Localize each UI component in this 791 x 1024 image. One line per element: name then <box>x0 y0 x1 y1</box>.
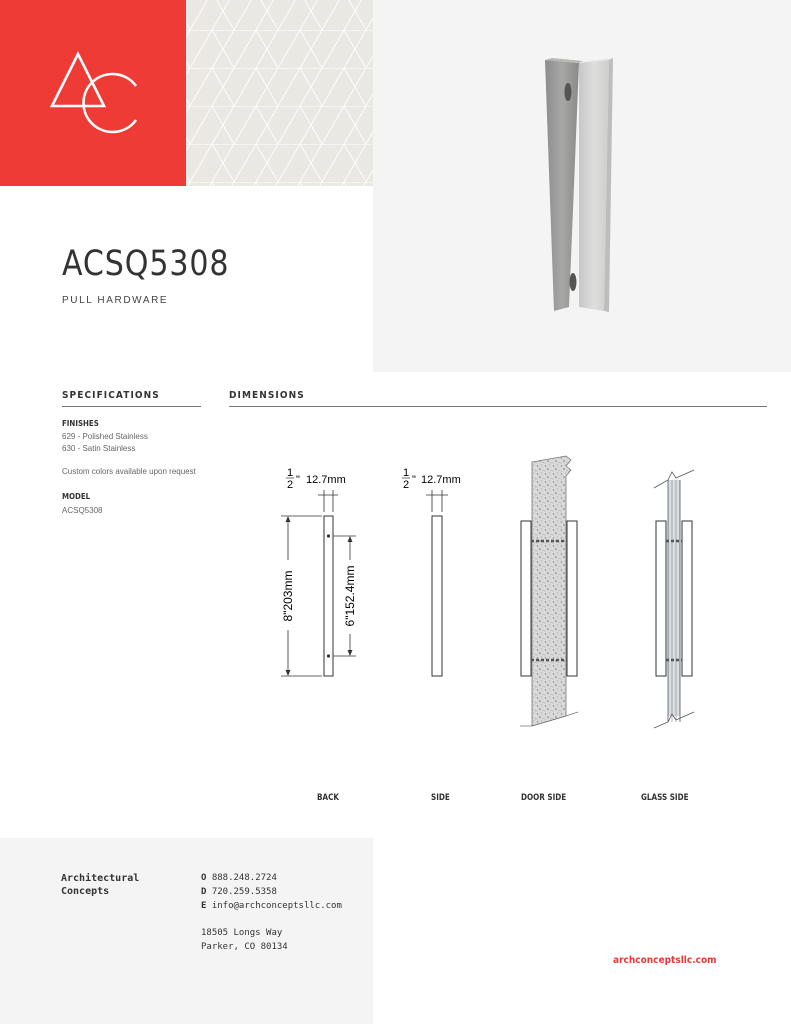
back-view-drawing <box>281 467 357 676</box>
office-phone-prefix: O <box>201 873 207 883</box>
address-line: 18505 Longs Way <box>201 928 283 938</box>
finishes-label: FINISHES <box>62 419 99 428</box>
product-model-title: ACSQ5308 <box>62 244 230 284</box>
company-name <box>61 872 139 898</box>
office-phone-row <box>201 872 277 885</box>
email-link[interactable]: info@archconceptsllc.com <box>211 901 342 911</box>
footer-panel <box>0 838 373 1024</box>
view-label-back: BACK <box>317 793 340 803</box>
side-width-fraction-numerator: 1 <box>402 467 410 479</box>
model-value: ACSQ5308 <box>62 506 103 515</box>
side-width-mm-label: 12.7mm <box>421 474 461 486</box>
side-view-drawing <box>402 467 461 676</box>
direct-phone[interactable]: 720.259.5358 <box>211 887 277 897</box>
email-prefix: E <box>201 901 207 911</box>
custom-colors-note: Custom colors available upon request <box>62 467 196 476</box>
address-line: Parker, CO 80134 <box>201 942 288 952</box>
company-name-line: Concepts <box>61 886 110 897</box>
side-width-inch-mark: " <box>412 474 416 486</box>
side-width-fraction-denominator: 2 <box>402 479 410 491</box>
direct-phone-row <box>201 886 277 899</box>
office-phone[interactable]: 888.248.2724 <box>211 873 277 883</box>
width-mm-label: 12.7mm <box>306 474 346 486</box>
width-fraction-denominator: 2 <box>286 479 294 491</box>
direct-phone-prefix: D <box>201 887 207 897</box>
view-label-side: SIDE <box>431 793 450 803</box>
view-label-door-side: DOOR SIDE <box>521 793 567 803</box>
dimensions-heading: DIMENSIONS <box>229 390 305 401</box>
overall-length-label: 8"203mm <box>281 570 295 622</box>
email-row <box>201 900 342 913</box>
view-label-glass-side: GLASS SIDE <box>641 793 689 803</box>
glass-side-view-drawing <box>654 470 694 728</box>
company-name-line: Architectural <box>61 873 140 884</box>
product-category: PULL HARDWARE <box>62 295 169 306</box>
door-side-view-drawing <box>520 456 578 726</box>
width-fraction-numerator: 1 <box>286 467 294 479</box>
center-to-center-label: 6"152.4mm <box>343 565 357 627</box>
finish-item: 629 - Polished Stainless <box>62 432 148 441</box>
website-link[interactable]: archconceptsllc.com <box>613 955 717 966</box>
finish-item: 630 - Satin Stainless <box>62 444 136 453</box>
model-label: MODEL <box>62 492 91 501</box>
width-inch-mark: " <box>296 474 300 486</box>
specifications-heading: SPECIFICATIONS <box>62 390 160 401</box>
